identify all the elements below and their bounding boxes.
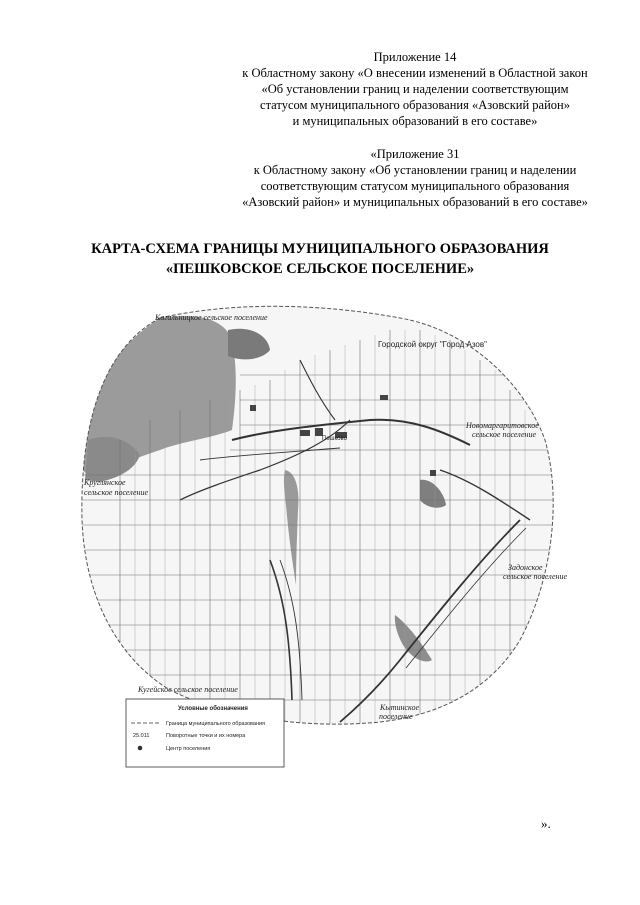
label-south1: Кытинское: [380, 703, 420, 712]
appendix-14-line5: и муниципальных образований в его составе»: [292, 114, 538, 128]
appendix-31-line2: к Областному закону «Об установлении границ и наделении: [253, 163, 577, 177]
appendix-31-line4: «Азовский район» и муниципальных образований в его составе»: [242, 195, 588, 209]
label-west1: Круглянское: [84, 478, 126, 487]
appendix-31-line3: соответствующим статусом муниципального образования: [260, 179, 570, 193]
label-east2: сельское поселение: [472, 430, 537, 439]
legend-title: Условные обозначения: [178, 706, 248, 712]
closing-quote: ».: [541, 816, 551, 831]
label-west2: сельское поселение: [84, 488, 149, 497]
title-line2: «ПЕШКОВСКОЕ СЕЛЬСКОЕ ПОСЕЛЕНИЕ»: [165, 261, 475, 277]
map-legend: [126, 699, 284, 767]
appendix-14-line2: к Областному закону «О внесении изменений в Областной закон: [242, 66, 588, 80]
label-top: Кагальницкое сельское поселение: [155, 313, 268, 322]
label-southeast1: Задонское: [508, 563, 543, 572]
legend-center-marker: [138, 746, 143, 751]
legend-item3: Центр поселения: [166, 746, 211, 752]
appendix-31-line1: «Приложение 31: [370, 147, 460, 161]
label-southwest: Кугейское сельское поселение: [138, 685, 238, 694]
label-town: Пешково: [322, 436, 347, 442]
appendix-14-line1: Приложение 14: [373, 50, 457, 64]
legend-item2: Поворотные точки и их номера: [166, 733, 246, 739]
appendix-14-line3: «Об установлении границ и наделении соответствующим: [261, 82, 569, 96]
appendix-14-line4: статусом муниципального образования «Азовский район»: [260, 98, 570, 112]
label-east1: Новомаргаритовское: [466, 421, 539, 430]
label-southeast2: сельское поселение: [503, 572, 568, 581]
label-city: Городской округ "Город Азов": [378, 340, 487, 349]
legend-item1: Граница муниципального образования: [166, 721, 266, 727]
legend-item2-code: 25.011: [133, 733, 150, 739]
label-south2: поселение: [379, 712, 413, 721]
title-line1: КАРТА-СХЕМА ГРАНИЦЫ МУНИЦИПАЛЬНОГО ОБРАЗОВАНИЯ: [91, 241, 549, 257]
